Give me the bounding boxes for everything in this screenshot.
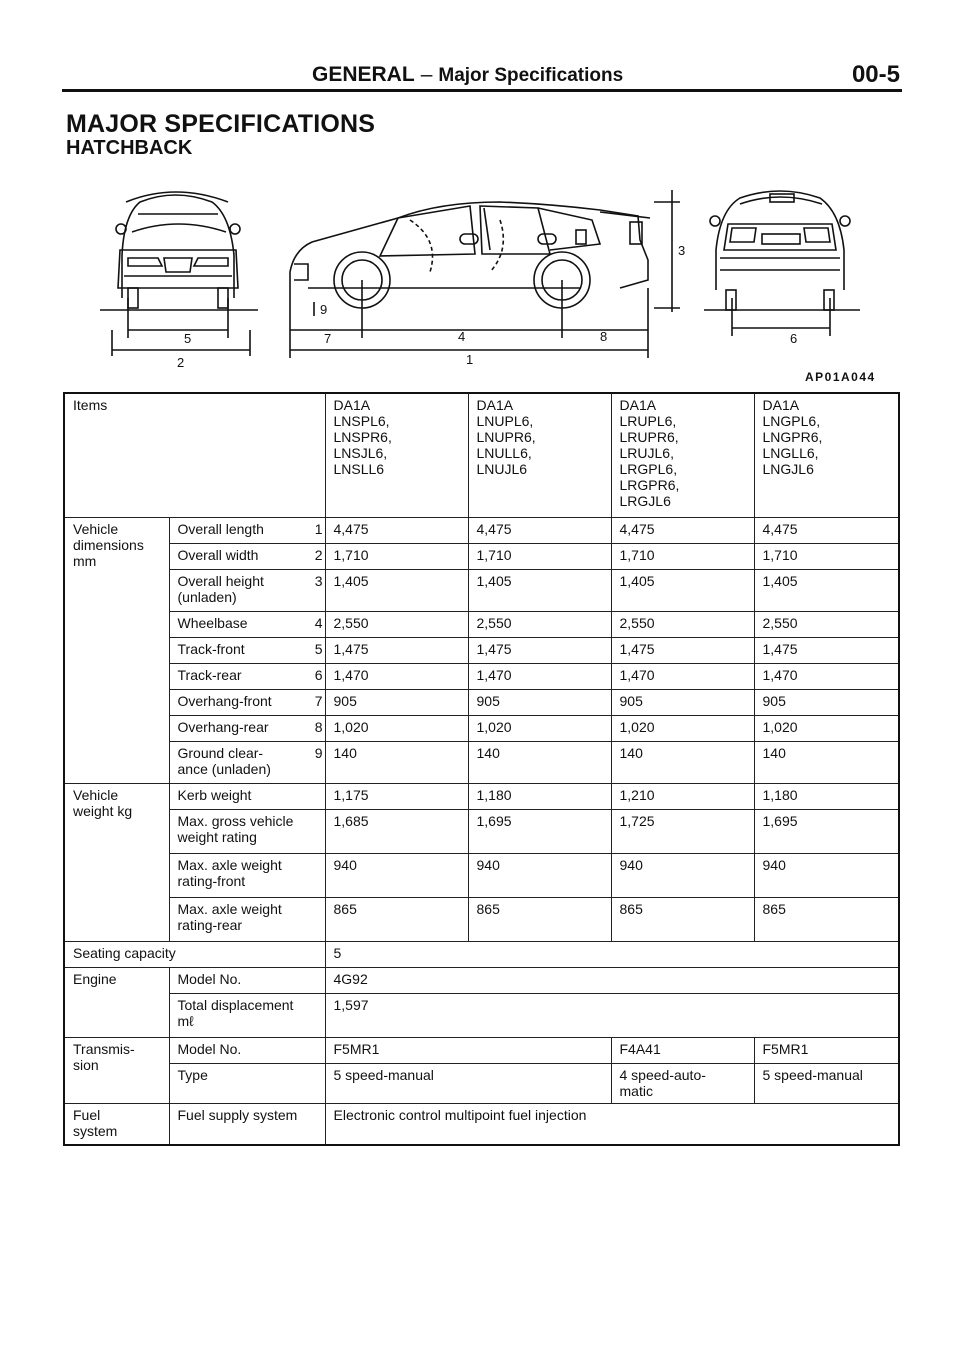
weight-value: 865 [611, 897, 754, 941]
dimension-value: 2,550 [468, 611, 611, 637]
dimension-ref-number: 2 [311, 543, 325, 569]
weight-value: 1,180 [754, 783, 899, 809]
transmission-model-label: Model No. [169, 1037, 325, 1063]
dimension-label: Overall height (unladen) [169, 569, 311, 611]
dimension-value: 1,475 [754, 637, 899, 663]
model-column-3: DA1A LRUPL6, LRUPR6, LRUJL6, LRGPL6, LRGPR6, LRGJL6 [611, 393, 754, 517]
seating-label: Seating capacity [64, 941, 325, 967]
weight-value: 1,725 [611, 809, 754, 853]
dimension-value: 1,470 [754, 663, 899, 689]
table-row [64, 783, 899, 809]
label-overall-height: 3 [678, 243, 686, 258]
header-dash: – [420, 63, 433, 86]
table-row [64, 741, 899, 783]
dimension-ref-number: 8 [311, 715, 325, 741]
table-row [64, 897, 899, 941]
dimension-ref-number: 3 [311, 569, 325, 611]
table-row [64, 809, 899, 853]
dimension-value: 2,550 [325, 611, 468, 637]
table-row [64, 637, 899, 663]
transmission-type-value: 5 speed-manual [325, 1063, 611, 1103]
table-row [64, 569, 899, 611]
label-overhang-rear: 8 [600, 329, 608, 344]
dimension-ref-number: 6 [311, 663, 325, 689]
items-header: Items [64, 393, 325, 517]
weight-label: Kerb weight [169, 783, 325, 809]
dimension-value: 1,405 [325, 569, 468, 611]
transmission-group-label: Transmis- sion [64, 1037, 169, 1103]
engine-model-label: Model No. [169, 967, 325, 993]
table-row [64, 853, 899, 897]
dimension-value: 1,405 [754, 569, 899, 611]
dimension-value: 4,475 [325, 517, 468, 543]
transmission-model-value: F4A41 [611, 1037, 754, 1063]
table-header-row [64, 393, 899, 517]
dimension-value: 1,020 [325, 715, 468, 741]
dimension-value: 1,710 [754, 543, 899, 569]
label-track-front: 5 [184, 331, 192, 346]
dimension-value: 1,405 [611, 569, 754, 611]
weight-value: 940 [468, 853, 611, 897]
dimension-value: 1,405 [468, 569, 611, 611]
dimension-ref-number: 4 [311, 611, 325, 637]
weight-value: 1,685 [325, 809, 468, 853]
label-wheelbase: 4 [458, 329, 466, 344]
dimension-label: Overhang-front [169, 689, 311, 715]
dimension-value: 1,475 [468, 637, 611, 663]
dimension-value: 1,710 [468, 543, 611, 569]
page-number: 00-5 [851, 61, 900, 88]
weight-value: 865 [325, 897, 468, 941]
dimension-ref-number: 1 [311, 517, 325, 543]
dimension-value: 905 [468, 689, 611, 715]
dimension-value: 1,470 [468, 663, 611, 689]
rear-view-dimensions [704, 298, 860, 336]
table-row [64, 993, 899, 1037]
figure-reference: AP01A044 [805, 370, 876, 384]
dimensions-group-label: Vehicle dimensions mm [64, 517, 169, 783]
header-title [312, 63, 623, 87]
front-view-dimensions [100, 298, 258, 356]
table-row [64, 611, 899, 637]
engine-displacement-label: Total displacement mℓ [169, 993, 325, 1037]
dimension-value: 4,475 [754, 517, 899, 543]
engine-group-label: Engine [64, 967, 169, 1037]
label-overall-length: 1 [466, 352, 474, 367]
weight-value: 940 [754, 853, 899, 897]
fuel-group-label: Fuel system [64, 1103, 169, 1145]
fuel-system-label: Fuel supply system [169, 1103, 325, 1145]
dimension-label: Overall length [169, 517, 311, 543]
table-row [64, 967, 899, 993]
weight-value: 865 [468, 897, 611, 941]
table-row [64, 663, 899, 689]
table-row [64, 689, 899, 715]
weight-label: Max. axle weight rating-rear [169, 897, 325, 941]
dimension-value: 140 [611, 741, 754, 783]
weight-group-label: Vehicle weight kg [64, 783, 169, 941]
dimension-ref-number: 9 [311, 741, 325, 783]
header-section: GENERAL [312, 63, 415, 86]
table-row [64, 1063, 899, 1103]
side-view-car [290, 202, 650, 308]
dimension-value: 1,475 [325, 637, 468, 663]
transmission-type-label: Type [169, 1063, 325, 1103]
transmission-model-value: F5MR1 [325, 1037, 611, 1063]
table-row [64, 517, 899, 543]
model-column-2: DA1A LNUPL6, LNUPR6, LNULL6, LNUJL6 [468, 393, 611, 517]
table-row [64, 941, 899, 967]
dimension-label: Track-rear [169, 663, 311, 689]
weight-label: Max. axle weight rating-front [169, 853, 325, 897]
weight-value: 940 [325, 853, 468, 897]
dimension-label: Overhang-rear [169, 715, 311, 741]
rear-view-car [710, 191, 850, 310]
weight-value: 1,695 [468, 809, 611, 853]
weight-value: 1,180 [468, 783, 611, 809]
dimension-label: Track-front [169, 637, 311, 663]
table-row [64, 543, 899, 569]
front-view-car [116, 192, 240, 308]
dimension-value: 1,475 [611, 637, 754, 663]
transmission-model-value: F5MR1 [754, 1037, 899, 1063]
dimension-value: 1,470 [325, 663, 468, 689]
weight-label: Max. gross vehicle weight rating [169, 809, 325, 853]
header-rule [62, 89, 902, 92]
dimension-value: 905 [325, 689, 468, 715]
dimension-value: 905 [754, 689, 899, 715]
dimension-value: 905 [611, 689, 754, 715]
dimension-value: 140 [468, 741, 611, 783]
model-column-4: DA1A LNGPL6, LNGPR6, LNGLL6, LNGJL6 [754, 393, 899, 517]
page-title: MAJOR SPECIFICATIONS [66, 110, 376, 138]
engine-model-value: 4G92 [325, 967, 899, 993]
dimension-value: 1,470 [611, 663, 754, 689]
dimension-label: Ground clear- ance (unladen) [169, 741, 311, 783]
label-overhang-front: 7 [324, 331, 332, 346]
label-track-rear: 6 [790, 331, 798, 346]
weight-value: 865 [754, 897, 899, 941]
fuel-system-value: Electronic control multipoint fuel injection [325, 1103, 899, 1145]
transmission-type-value: 4 speed-auto- matic [611, 1063, 754, 1103]
transmission-type-value: 5 speed-manual [754, 1063, 899, 1103]
table-row [64, 1103, 899, 1145]
table-row [64, 715, 899, 741]
dimension-value: 140 [754, 741, 899, 783]
dimension-value: 4,475 [611, 517, 754, 543]
dimension-label: Overall width [169, 543, 311, 569]
dimension-ref-number: 5 [311, 637, 325, 663]
header-subsection: Major Specifications [438, 65, 624, 86]
dimension-value: 1,020 [754, 715, 899, 741]
dimension-value: 2,550 [611, 611, 754, 637]
dimension-value: 1,020 [611, 715, 754, 741]
dimension-label: Wheelbase [169, 611, 311, 637]
model-column-1: DA1A LNSPL6, LNSPR6, LNSJL6, LNSLL6 [325, 393, 468, 517]
dimension-value: 1,710 [611, 543, 754, 569]
vehicle-dimensions-section [64, 517, 899, 783]
weight-value: 1,695 [754, 809, 899, 853]
dimension-value: 2,550 [754, 611, 899, 637]
table-row [64, 1037, 899, 1063]
dimension-ref-number: 7 [311, 689, 325, 715]
page-header [62, 57, 902, 91]
vehicle-weight-section [64, 783, 899, 941]
dimension-diagram [80, 180, 900, 390]
dimension-value: 4,475 [468, 517, 611, 543]
dimension-value: 1,710 [325, 543, 468, 569]
weight-value: 1,210 [611, 783, 754, 809]
dimension-value: 1,020 [468, 715, 611, 741]
label-overall-width: 2 [177, 355, 185, 370]
page-subtitle: HATCHBACK [66, 137, 193, 159]
seating-value: 5 [325, 941, 899, 967]
dimension-value: 140 [325, 741, 468, 783]
label-ground-clearance: 9 [320, 302, 328, 317]
specifications-table [63, 392, 900, 1146]
weight-value: 1,175 [325, 783, 468, 809]
engine-displacement-value: 1,597 [325, 993, 899, 1037]
weight-value: 940 [611, 853, 754, 897]
